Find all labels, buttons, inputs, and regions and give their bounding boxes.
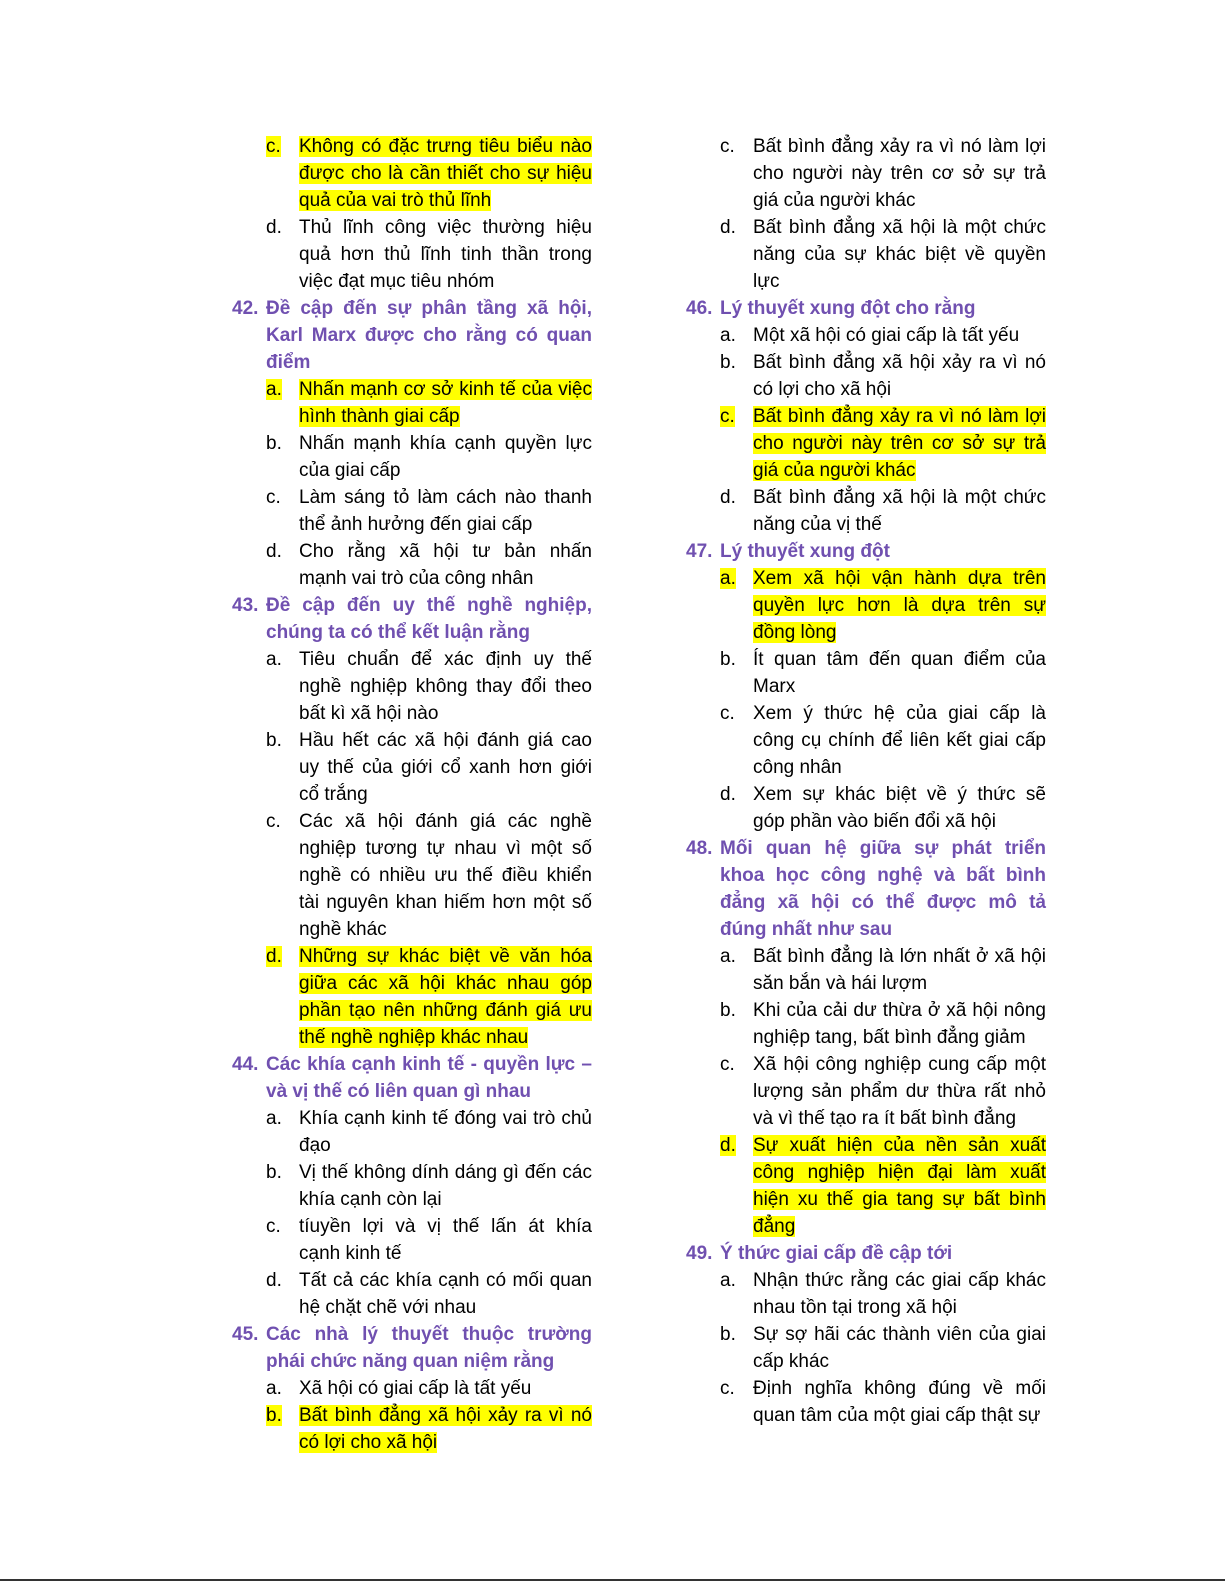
option-letter-text: d. [266,946,282,967]
answer-option [686,403,1046,484]
option-letter [720,214,753,295]
option-text [753,349,1046,403]
option-letter [266,727,299,808]
option-letter-text: c. [720,1378,735,1399]
option-text [299,430,592,484]
answer-option [686,349,1046,403]
option-letter-text: c. [266,1216,281,1237]
option-letter-text: c. [720,136,735,157]
option-letter [720,700,753,781]
option-letter [720,403,753,484]
option-text [299,943,592,1051]
answer-option [232,727,592,808]
question [232,1051,592,1321]
answer-option [686,484,1046,538]
option-letter [720,484,753,538]
option-text-content: Bất bình đẳng xảy ra vì nó làm lợi cho người này trên cơ sở sự trả giá của người khác [753,406,1046,481]
option-letter [266,1105,299,1159]
option-text [299,484,592,538]
option-letter-text: a. [266,1378,282,1399]
option-letter [266,646,299,727]
option-letter-text: d. [720,217,736,238]
option-text [299,214,592,295]
option-text [753,214,1046,295]
question-text: Các khía cạnh kinh tế - quyền lực – và vị thế có liên quan gì nhau [266,1054,592,1102]
option-text-content: Hầu hết các xã hội đánh giá cao uy thế của giới cổ xanh hơn giới cổ trắng [299,730,592,805]
question-heading [232,1051,592,1105]
option-text [299,1267,592,1321]
option-text-content: Vị thế không dính dáng gì đến các khía cạnh còn lại [299,1162,592,1210]
option-letter-text: c. [720,406,735,427]
question-heading [232,1321,592,1375]
option-letter [266,1213,299,1267]
option-text [753,322,1046,349]
option-text-content: Khi của cải dư thừa ở xã hội nông nghiệp tang, bất bình đẳng giảm [753,1000,1046,1048]
option-text [753,1132,1046,1240]
option-text [299,1159,592,1213]
option-text [753,646,1046,700]
question-number: 45. [232,1324,259,1345]
answer-option [686,997,1046,1051]
option-text [753,700,1046,781]
option-letter-text: b. [720,1000,736,1021]
answer-option [232,376,592,430]
option-letter [266,133,299,214]
question-heading [686,295,1046,322]
question-text: Mối quan hệ giữa sự phát triển khoa học công nghệ và bất bình đẳng xã hội có thể được mô tả đúng nhất như sau [720,838,1046,940]
option-text-content: Ít quan tâm đến quan điểm của Marx [753,649,1046,697]
option-letter-text: d. [266,1270,282,1291]
option-text [753,1051,1046,1132]
answer-option [232,1267,592,1321]
answer-option [686,565,1046,646]
option-text [299,133,592,214]
option-letter [720,781,753,835]
option-letter-text: a. [266,1108,282,1129]
option-letter-text: a. [720,946,736,967]
answer-option [686,133,1046,214]
option-letter-text: b. [720,352,736,373]
option-letter [720,943,753,997]
answer-option [686,1132,1046,1240]
option-text-content: Sự xuất hiện của nền sản xuất công nghiệp hiện đại làm xuất hiện xu thế gia tang sự bất bình đẳng [753,1135,1046,1237]
option-letter [720,1132,753,1240]
option-letter-text: c. [266,136,281,157]
answer-option [686,1267,1046,1321]
option-letter-text: b. [720,1324,736,1345]
option-text [753,1267,1046,1321]
option-letter [266,1267,299,1321]
answer-option [686,646,1046,700]
option-letter-text: a. [720,325,736,346]
option-letter-text: a. [720,1270,736,1291]
question-heading [686,835,1046,943]
option-letter [720,349,753,403]
option-text-content: Bất bình đẳng xã hội xảy ra vì nó có lợi cho xã hội [753,352,1046,400]
question [232,295,592,592]
question-number: 43. [232,595,259,616]
answer-option [232,133,592,214]
option-text-content: Làm sáng tỏ làm cách nào thanh thể ảnh hưởng đến giai cấp [299,487,592,535]
question-text: Ý thức giai cấp đề cập tới [720,1243,953,1264]
option-letter [720,1321,753,1375]
option-text-content: Không có đặc trưng tiêu biểu nào được cho là cần thiết cho sự hiệu quả của vai trò thủ lĩnh [299,136,592,211]
option-text-content: Các xã hội đánh giá các nghề nghiệp tương tự nhau vì một số nghề có nhiều ưu thế điều khiển tài nguyên khan hiếm hơn một số nghề khác [299,811,592,940]
question-number: 48. [686,838,713,859]
question-text: Các nhà lý thuyết thuộc trường phái chức năng quan niệm rằng [266,1324,592,1372]
answer-option [232,538,592,592]
option-text [753,565,1046,646]
question-heading [686,538,1046,565]
question [686,538,1046,835]
option-letter-text: b. [266,1405,282,1426]
answer-option [686,1321,1046,1375]
option-text-content: Xem ý thức hệ của giai cấp là công cụ chính để liên kết giai cấp công nhân [753,703,1046,778]
question-text: Đề cập đến uy thế nghề nghiệp, chúng ta có thể kết luận rằng [266,595,592,643]
question [686,835,1046,1240]
page-bottom-rule [0,1579,1225,1581]
left-column [232,133,592,1456]
option-text-content: Bất bình đẳng xã hội xảy ra vì nó có lợi cho xã hội [299,1405,592,1453]
option-text [753,781,1046,835]
question-heading [232,592,592,646]
option-letter [720,133,753,214]
option-letter-text: d. [720,1135,736,1156]
option-text-content: Những sự khác biệt về văn hóa giữa các xã hội khác nhau góp phần tạo nên những đánh giá ưu thế nghề nghiệp khác nhau [299,946,592,1048]
option-letter-text: a. [266,649,282,670]
option-letter-text: c. [266,811,281,832]
option-letter [266,1159,299,1213]
answer-option [232,646,592,727]
option-text-content: Tiêu chuẩn để xác định uy thế nghề nghiệp không thay đổi theo bất kì xã hội nào [299,649,592,724]
option-letter [266,376,299,430]
answer-option [232,943,592,1051]
answer-option [686,322,1046,349]
option-text [753,484,1046,538]
option-text-content: Xã hội công nghiệp cung cấp một lượng sản phẩm dư thừa rất nhỏ và vì thế tạo ra ít bất bình đẳng [753,1054,1046,1129]
answer-option [686,700,1046,781]
question-number: 44. [232,1054,259,1075]
question [686,1240,1046,1429]
option-text-content: Thủ lĩnh công việc thường hiệu quả hơn thủ lĩnh tinh thần trong việc đạt mục tiêu nhóm [299,217,592,292]
option-letter-text: b. [266,1162,282,1183]
option-letter-text: c. [720,1054,735,1075]
option-letter [720,565,753,646]
answer-option [686,943,1046,997]
option-text-content: Xem sự khác biệt về ý thức sẽ góp phần vào biến đổi xã hội [753,784,1046,832]
option-text [299,538,592,592]
question [232,1321,592,1456]
option-letter [266,808,299,943]
option-text [753,997,1046,1051]
option-letter-text: b. [720,649,736,670]
option-text-content: Định nghĩa không đúng về mối quan tâm của một giai cấp thật sự [753,1378,1046,1426]
answer-option [686,1375,1046,1429]
option-letter [266,430,299,484]
option-text [753,1375,1046,1429]
question-text: Đề cập đến sự phân tầng xã hội, Karl Marx được cho rằng có quan điểm [266,298,592,373]
question-text: Lý thuyết xung đột [720,541,890,562]
option-text [753,1321,1046,1375]
option-letter-text: a. [720,568,736,589]
option-text-content: tíuyền lợi và vị thế lấn át khía cạnh kinh tế [299,1216,592,1264]
option-text [753,133,1046,214]
option-text [753,403,1046,484]
question [232,592,592,1051]
option-text [753,943,1046,997]
option-letter [266,538,299,592]
answer-option [232,484,592,538]
answer-option [232,214,592,295]
question-number: 47. [686,541,713,562]
option-text-content: Xã hội có giai cấp là tất yếu [299,1378,532,1399]
option-letter-text: d. [266,541,282,562]
answer-option [686,1051,1046,1132]
option-letter-text: d. [266,217,282,238]
option-letter-text: c. [720,703,735,724]
answer-option [232,1402,592,1456]
option-letter [720,1267,753,1321]
answer-option [232,1105,592,1159]
option-text-content: Bất bình đẳng xã hội là một chức năng của sự khác biệt về quyền lực [753,217,1046,292]
option-text [299,1375,592,1402]
option-letter [720,646,753,700]
option-text [299,1213,592,1267]
option-text-content: Bất bình đẳng là lớn nhất ở xã hội săn bắn và hái lượm [753,946,1046,994]
option-letter [266,484,299,538]
option-text-content: Cho rằng xã hội tư bản nhấn mạnh vai trò của công nhân [299,541,592,589]
answer-option [232,808,592,943]
option-text-content: Bất bình đẳng xã hội là một chức năng của vị thế [753,487,1046,535]
answer-option [686,781,1046,835]
answer-option [232,1213,592,1267]
right-column [686,133,1046,1429]
option-text [299,727,592,808]
option-text-content: Bất bình đẳng xảy ra vì nó làm lợi cho người này trên cơ sở sự trả giá của người khác [753,136,1046,211]
question [686,295,1046,538]
option-letter-text: d. [720,487,736,508]
option-letter [266,214,299,295]
option-letter-text: b. [266,433,282,454]
option-letter-text: b. [266,730,282,751]
option-text-content: Khía cạnh kinh tế đóng vai trò chủ đạo [299,1108,592,1156]
option-letter-text: d. [720,784,736,805]
option-letter [266,1402,299,1456]
option-text [299,1402,592,1456]
question-heading [232,295,592,376]
option-text [299,646,592,727]
option-letter [720,1051,753,1132]
option-text-content: Sự sợ hãi các thành viên của giai cấp khác [753,1324,1046,1372]
option-letter [720,997,753,1051]
option-text-content: Xem xã hội vận hành dựa trên quyền lực hơn là dựa trên sự đồng lòng [753,568,1046,643]
option-letter [720,322,753,349]
option-text-content: Nhấn mạnh cơ sở kinh tế của việc hình thành giai cấp [299,379,592,427]
option-letter [720,1375,753,1429]
option-text [299,376,592,430]
option-text [299,1105,592,1159]
option-letter-text: a. [266,379,282,400]
question-number: 49. [686,1243,713,1264]
answer-option [232,430,592,484]
answer-option [686,214,1046,295]
option-text-content: Một xã hội có giai cấp là tất yếu [753,325,1020,346]
question-number: 42. [232,298,259,319]
answer-option [232,1375,592,1402]
option-text-content: Nhận thức rằng các giai cấp khác nhau tồn tại trong xã hội [753,1270,1046,1318]
option-text-content: Nhấn mạnh khía cạnh quyền lực của giai cấp [299,433,592,481]
option-letter [266,943,299,1051]
option-letter [266,1375,299,1402]
question-number: 46. [686,298,713,319]
option-letter-text: c. [266,487,281,508]
answer-option [232,1159,592,1213]
question-heading [686,1240,1046,1267]
option-text-content: Tất cả các khía cạnh có mối quan hệ chặt chẽ với nhau [299,1270,592,1318]
question-text: Lý thuyết xung đột cho rằng [720,298,976,319]
option-text [299,808,592,943]
